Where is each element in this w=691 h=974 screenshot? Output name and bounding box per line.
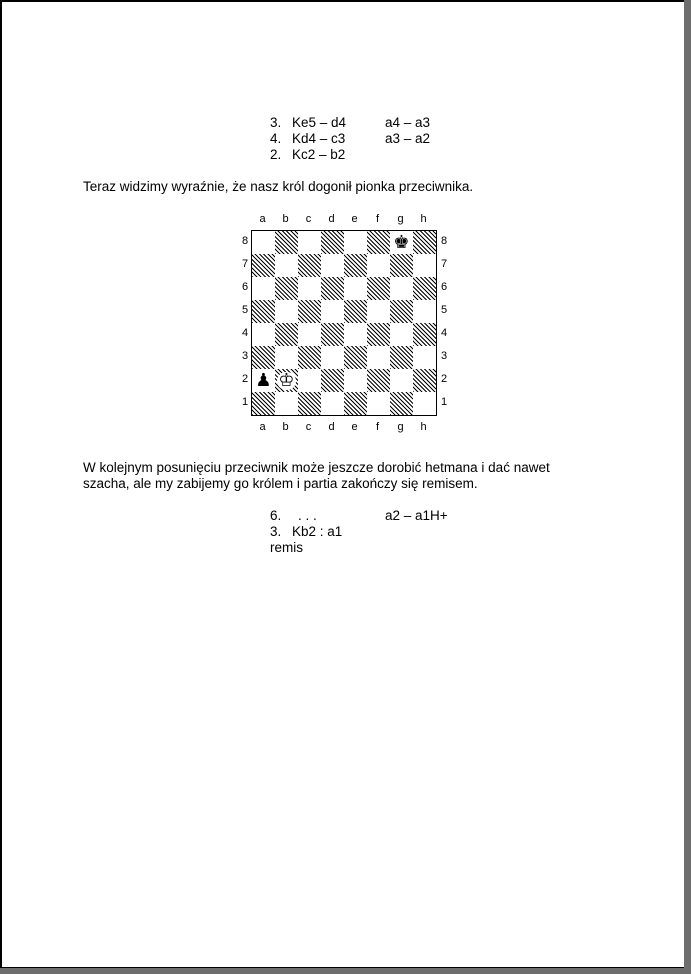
file-labels-top [251,213,435,227]
move-number: 6. [270,508,282,523]
square-f5 [367,300,390,323]
rank-label: 2 [241,373,249,385]
square-a1 [252,392,275,415]
square-d8 [321,231,344,254]
rank-label: 3 [241,350,249,362]
file-label: b [282,213,289,225]
rank-label: 4 [241,327,249,339]
square-b2 [275,369,298,392]
square-b1 [275,392,298,415]
file-label: d [328,421,335,433]
white-move: Kb2 : a1 [292,524,343,539]
square-e7 [344,254,367,277]
square-e3 [344,346,367,369]
square-a3 [252,346,275,369]
square-a4 [252,323,275,346]
rank-label: 5 [241,304,249,316]
square-a7 [252,254,275,277]
file-label: c [305,421,312,433]
square-a5 [252,300,275,323]
square-b4 [275,323,298,346]
square-c4 [298,323,321,346]
rank-label: 8 [440,235,448,247]
rank-label: 6 [440,281,448,293]
square-d7 [321,254,344,277]
square-g7 [390,254,413,277]
rank-label: 4 [440,327,448,339]
black-king-icon: ♚ [393,231,410,253]
rank-label: 1 [440,396,448,408]
move-number: 4. [270,131,282,146]
square-f6 [367,277,390,300]
white-move: Kd4 – c3 [292,131,346,146]
rank-label: 1 [241,396,249,408]
paragraph: Teraz widzimy wyraźnie, że nasz król dogonił pionka przeciwnika. [83,179,474,194]
rank-label: 7 [440,258,448,270]
file-label: g [397,213,404,225]
square-b3 [275,346,298,369]
square-b5 [275,300,298,323]
file-label: d [328,213,335,225]
square-a2 [252,369,275,392]
rank-label: 2 [440,373,448,385]
file-label: h [420,421,427,433]
square-h5 [413,300,436,323]
square-h3 [413,346,436,369]
square-b6 [275,277,298,300]
square-f3 [367,346,390,369]
white-move: Ke5 – d4 [292,115,347,130]
square-e2 [344,369,367,392]
square-g4 [390,323,413,346]
square-c1 [298,392,321,415]
file-label: a [259,421,266,433]
file-label: h [420,213,427,225]
square-h8 [413,231,436,254]
file-label: b [282,421,289,433]
square-g5 [390,300,413,323]
square-e4 [344,323,367,346]
square-g1 [390,392,413,415]
rank-labels-left [239,230,251,414]
rank-label: 6 [241,281,249,293]
black-move: a4 – a3 [385,115,431,130]
square-a6 [252,277,275,300]
file-label: e [351,421,358,433]
file-labels-bottom [251,421,435,435]
square-h6 [413,277,436,300]
square-d2 [321,369,344,392]
square-h2 [413,369,436,392]
square-c8 [298,231,321,254]
square-e5 [344,300,367,323]
square-f1 [367,392,390,415]
rank-label: 7 [241,258,249,270]
square-g8 [390,231,413,254]
square-e1 [344,392,367,415]
paragraph-line: W kolejnym posunięciu przeciwnik może jeszcze dorobić hetmana i dać nawet [83,460,550,475]
square-b8 [275,231,298,254]
white-move: . . . [298,508,317,523]
square-f2 [367,369,390,392]
square-c5 [298,300,321,323]
square-d1 [321,392,344,415]
file-label: c [305,213,312,225]
game-result: remis [270,540,303,555]
white-move: Kc2 – b2 [292,147,346,162]
file-label: f [375,421,380,433]
page-shadow-bottom [0,968,691,974]
file-label: f [375,213,380,225]
square-f8 [367,231,390,254]
rank-label: 3 [440,350,448,362]
black-move: a3 – a2 [385,131,431,146]
file-label: g [397,421,404,433]
square-h4 [413,323,436,346]
file-label: e [351,213,358,225]
square-e8 [344,231,367,254]
square-d6 [321,277,344,300]
square-g2 [390,369,413,392]
square-c6 [298,277,321,300]
rank-label: 8 [241,235,249,247]
black-pawn-icon: ♟ [255,369,272,391]
page-shadow-right [684,0,691,974]
chess-board [251,230,437,416]
square-c3 [298,346,321,369]
move-number: 3. [270,524,282,539]
move-number: 2. [270,147,282,162]
square-e6 [344,277,367,300]
chess-diagram [236,210,456,440]
white-king-icon: ♔ [278,369,295,391]
square-h7 [413,254,436,277]
square-c2 [298,369,321,392]
move-number: 3. [270,115,282,130]
black-move: a2 – a1H+ [385,508,448,523]
paragraph-line: szacha, ale my zabijemy go królem i partia zakończy się remisem. [83,476,478,491]
square-d4 [321,323,344,346]
square-f7 [367,254,390,277]
square-g3 [390,346,413,369]
file-label: a [259,213,266,225]
square-g6 [390,277,413,300]
square-c7 [298,254,321,277]
rank-labels-right [438,230,450,414]
rank-label: 5 [440,304,448,316]
square-a8 [252,231,275,254]
square-d3 [321,346,344,369]
square-b7 [275,254,298,277]
square-f4 [367,323,390,346]
square-d5 [321,300,344,323]
square-h1 [413,392,436,415]
